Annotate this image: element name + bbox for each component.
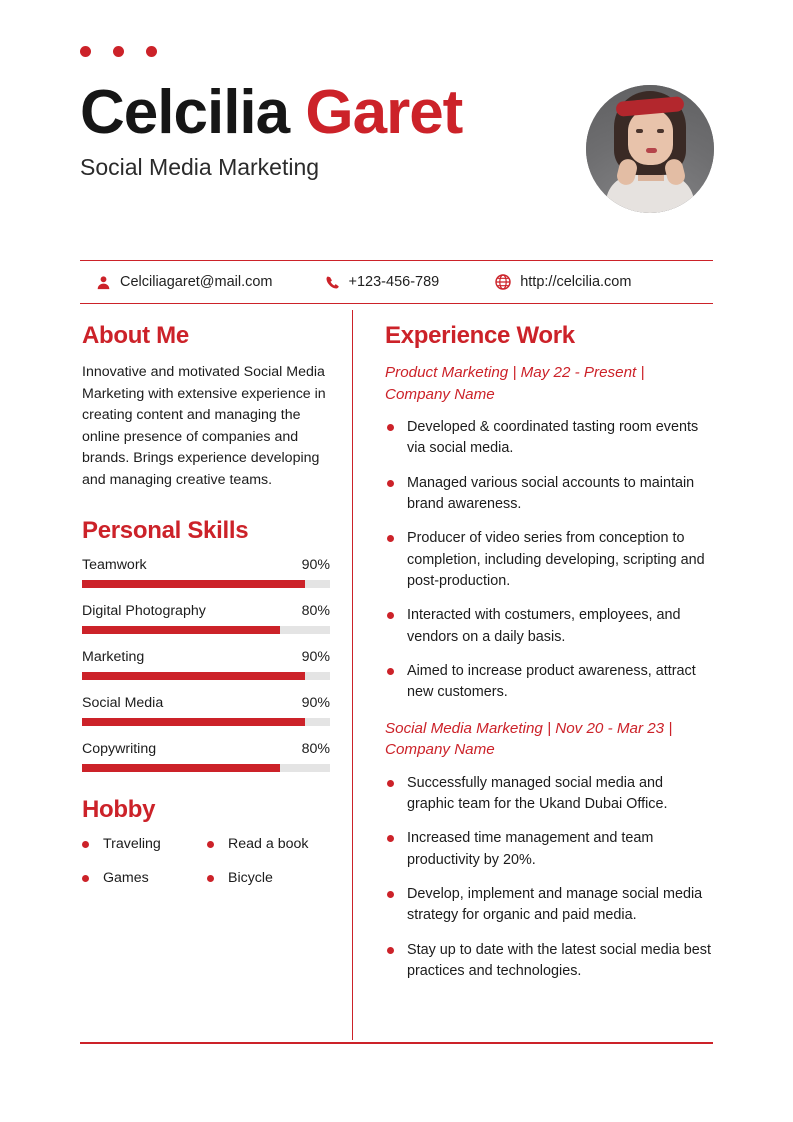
experience-title: Experience Work [385, 322, 575, 349]
job-role: Social Media Marketing [80, 154, 320, 180]
experience-entry [385, 718, 713, 983]
first-name: Celcilia [80, 78, 290, 147]
skill-value: 90% [301, 695, 330, 712]
bullet-icon [207, 875, 214, 882]
avatar-eye-left [636, 129, 643, 133]
experience-bullet: Managed various social accounts to maintain brand awareness. [385, 473, 713, 516]
skill-bar-fill [82, 580, 305, 588]
hobby-label: Bicycle [228, 870, 273, 887]
decorative-dots [80, 46, 157, 57]
experience-bullet: Interacted with costumers, employees, and vendors on a daily basis. [385, 605, 713, 648]
skill-value: 80% [301, 741, 330, 758]
skill-label: Digital Photography [82, 603, 206, 620]
experience-bullets [385, 417, 713, 703]
contact-phone[interactable] [325, 274, 440, 290]
page-title [80, 78, 580, 147]
dot-3 [146, 46, 157, 57]
hobby-list [82, 836, 330, 886]
skill-item [82, 695, 330, 726]
avatar-face [628, 109, 673, 165]
about-text: Innovative and motivated Social Media Marketing with extensive experience in creating content and managing the online presence of companies and brands. Brings experience developing and managing creative teams. [82, 364, 326, 488]
contact-email[interactable] [96, 274, 273, 290]
experience-bullet: Producer of video series from conception to completion, including developing, scripting and post-production. [385, 528, 713, 592]
skill-label: Social Media [82, 695, 164, 712]
person-icon [96, 275, 111, 290]
hobby-title: Hobby [82, 796, 156, 824]
experience-bullets [385, 773, 713, 983]
skill-bar [82, 718, 330, 726]
experience-heading: Social Media Marketing | Nov 20 - Mar 23 | Company Name [385, 719, 673, 759]
globe-icon [495, 274, 511, 290]
contact-website-text: http://celcilia.com [520, 274, 632, 290]
experience-bullet: Develop, implement and manage social media strategy for organic and paid media. [385, 884, 713, 927]
contact-bar [80, 260, 713, 304]
avatar-lips [646, 148, 657, 153]
contact-website[interactable] [495, 274, 631, 290]
bullet-icon [82, 841, 89, 848]
right-column [385, 322, 713, 995]
skill-bar [82, 626, 330, 634]
skills-title: Personal Skills [82, 517, 249, 545]
hobby-label: Games [103, 870, 149, 887]
bottom-rule [80, 1042, 713, 1044]
hobby-label: Read a book [228, 836, 309, 853]
skill-label: Teamwork [82, 557, 147, 574]
hobby-label: Traveling [103, 836, 161, 853]
skill-bar-fill [82, 764, 280, 772]
skill-item [82, 603, 330, 634]
experience-heading: Product Marketing | May 22 - Present | Company Name [385, 364, 645, 403]
contact-phone-text: +123-456-789 [348, 274, 440, 290]
experience-entry [385, 362, 713, 704]
last-name: Garet [305, 78, 463, 147]
skill-bar [82, 764, 330, 772]
skill-item [82, 649, 330, 680]
left-column [82, 322, 330, 886]
experience-bullet: Successfully managed social media and graphic team for the Ukand Dubai Office. [385, 773, 713, 816]
bullet-icon [82, 875, 89, 882]
hobby-item [82, 870, 207, 886]
column-divider [352, 310, 353, 1040]
skill-bar-fill [82, 672, 305, 680]
skills-section [82, 517, 330, 772]
experience-bullet: Increased time management and team productivity by 20%. [385, 828, 713, 871]
dot-2 [113, 46, 124, 57]
skill-value: 90% [301, 649, 330, 666]
skill-bar [82, 672, 330, 680]
skill-value: 80% [301, 603, 330, 620]
about-title: About Me [82, 322, 189, 349]
skill-label: Copywriting [82, 741, 157, 758]
skill-bar-fill [82, 626, 280, 634]
hobby-item [82, 836, 207, 852]
skill-label: Marketing [82, 649, 145, 666]
skill-value: 90% [301, 557, 330, 574]
dot-1 [80, 46, 91, 57]
contact-email-text: Celciliagaret@mail.com [120, 274, 273, 290]
skill-item [82, 741, 330, 772]
avatar [586, 85, 714, 213]
hobby-item [207, 870, 330, 886]
skill-bar-fill [82, 718, 305, 726]
phone-icon [325, 275, 340, 290]
experience-bullet: Stay up to date with the latest social media best practices and technologies. [385, 940, 713, 983]
experience-bullet: Aimed to increase product awareness, attract new customers. [385, 661, 713, 704]
skill-item [82, 557, 330, 588]
header-block [80, 78, 580, 181]
hobby-item [207, 836, 330, 852]
experience-bullet: Developed & coordinated tasting room events via social media. [385, 417, 713, 460]
skill-bar [82, 580, 330, 588]
bullet-icon [207, 841, 214, 848]
avatar-eye-right [657, 129, 664, 133]
hobby-section [82, 796, 330, 886]
